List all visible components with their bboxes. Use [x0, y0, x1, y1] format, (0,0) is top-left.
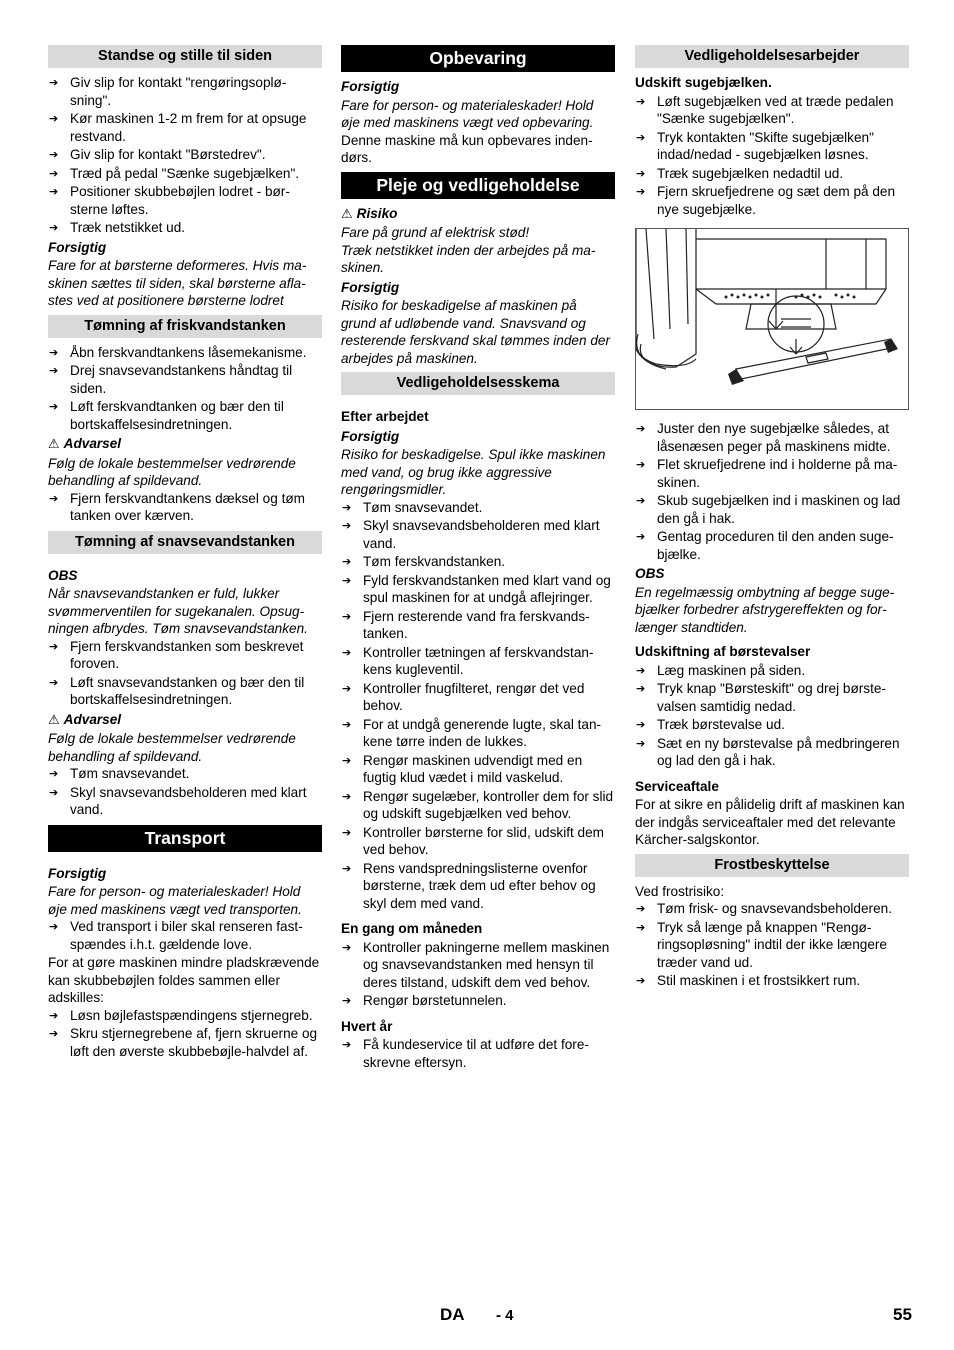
caution-text: Fare for at børsterne deformeres. Hvis maskinen sættes til siden, skal børsterne aflastes ved at positionere børsterne lodret [48, 258, 307, 308]
list-item: ➔ Giv slip for kontakt "Børstedrev". [48, 146, 322, 164]
warning-text-2: Følg de lokale bestemmelser vedrørende behandling af spildevand. [48, 731, 296, 764]
efter-list [341, 499, 615, 913]
section-heading-frost: Frostbeskyttelse [635, 854, 909, 877]
warning-text: Følg de lokale bestemmelser vedrørende behandling af spildevand. [48, 455, 296, 488]
section-heading-friskvand: Tømning af friskvandstanken [48, 315, 322, 338]
list-item: ➔ Drej snavsevandstankens håndtag til siden. [48, 362, 322, 397]
caution-label-2: Forsigtig [341, 279, 400, 295]
subheading-efter-arbejdet: Efter arbejdet [341, 409, 429, 424]
list-item: ➔ Tøm ferskvandstanken. [341, 553, 615, 571]
list-item: ➔ Tøm frisk- og snavsevandsbeholderen. [635, 900, 909, 918]
footer-section: - 4 [496, 1307, 514, 1324]
danger-label: ⚠ Risiko [341, 205, 398, 222]
section-heading-transport: Transport [48, 825, 322, 852]
subheading-udskift: Udskift sugebjælken. [635, 75, 772, 90]
frost-list [635, 900, 909, 990]
caution-label: Forsigtig [341, 79, 400, 94]
section-heading-arbejder: Vedligeholdelsesarbejder [635, 45, 909, 68]
subheading-aar: Hvert år [341, 1018, 393, 1034]
list-item: ➔ Sæt en ny børstevalse på medbringeren og lad den gå i hak. [635, 735, 909, 770]
list-item: ➔ Stil maskinen i et frostsikkert rum. [635, 972, 909, 990]
list-item: ➔ Fjern resterende vand fra ferskvandstanken. [341, 608, 615, 643]
transport-list-2 [48, 1007, 322, 1061]
section-heading-snavsevand: Tømning af snavsevandstanken [48, 531, 322, 554]
list-item: ➔ Kontroller tætningen af ferskvandstankens kugleventil. [341, 644, 615, 679]
note-label: OBS [48, 567, 78, 583]
danger-text-2: Træk netstikket inden der arbejdes på maskinen. [341, 242, 596, 275]
list-item: ➔ Tøm snavsevandet. [48, 765, 322, 783]
list-item: ➔ Træd på pedal "Sænke sugebjælken". [48, 165, 322, 183]
squeegee-illustration [635, 228, 909, 410]
list-item: ➔ Rens vandspredningslisterne ovenfor børsterne, træk dem ud efter behov og skyl dem med vand. [341, 860, 615, 913]
list-item: ➔ Skub sugebjælken ind i maskinen og lad den gå i hak. [635, 492, 909, 527]
warning-label: ⚠ Advarsel [48, 436, 122, 452]
list-item: ➔ Skyl snavsevandsbeholderen med klart vand. [341, 517, 615, 552]
service-text: For at sikre en pålidelig drift af maskinen kan der indgås serviceaftaler med det relevante Kärcher-salgskontor. [635, 797, 905, 847]
section-heading-standse: Standse og stille til siden [48, 45, 322, 68]
list-item: ➔ Løft snavsevandstanken og bær den til bortskaffelsesindretningen. [48, 674, 322, 709]
list-item: ➔ Fyld ferskvandstanken med klart vand og spul maskinen for at undgå aflejringer. [341, 572, 615, 607]
opbevaring-paragraph: Denne maskine må kun opbevares indendørs. [341, 132, 593, 165]
udskift-list-2 [635, 420, 909, 563]
advarsel2-list [48, 765, 322, 819]
list-item: ➔ Tøm snavsevandet. [341, 499, 615, 517]
subheading-service: Serviceaftale [635, 778, 719, 794]
list-item: ➔ Skyl snavsevandsbeholderen med klart vand. [48, 784, 322, 819]
squeegee-drawing [636, 229, 908, 409]
danger-text-1: Fare på grund af elektrisk stød! [341, 225, 530, 240]
list-item: ➔ Kontroller pakningerne mellem maskinen og snavsevandstanken med hensyn til deres tilstand, udskift dem ved behov. [341, 939, 615, 992]
list-item: ➔ Ved transport i biler skal renseren fastspændes i.h.t. gældende love. [48, 918, 322, 953]
list-item: ➔ Åbn ferskvandtankens låsemekanisme. [48, 344, 322, 362]
footer-language: DA [440, 1305, 465, 1324]
caution-label-2: Forsigtig [48, 865, 107, 881]
list-item: ➔ Rengør maskinen udvendigt med en fugtig klud vædet i mild vaskelud. [341, 752, 615, 787]
list-item: ➔ Fjern ferskvandstanken som beskrevet foroven. [48, 638, 322, 673]
list-item: ➔ Giv slip for kontakt "rengøringsopløsning". [48, 74, 322, 109]
list-item: ➔ Rengør sugelæber, kontroller dem for slid og udskift sugebjælken ved behov. [341, 788, 615, 823]
list-item: ➔ Gentag proceduren til den anden sugebjælke. [635, 528, 909, 563]
caution-text-2: Risiko for beskadigelse af maskinen på grund af udløbende vand. Snavsvand og resterende ferskvand skal tømmes inden der arbejdes på maskinen. [341, 298, 610, 366]
borste-list [635, 662, 909, 770]
maaned-list [341, 939, 615, 1010]
column-2 [341, 45, 615, 1072]
frost-intro: Ved frostrisiko: [635, 883, 725, 899]
subheading-borste: Udskiftning af børstevalser [635, 644, 811, 659]
list-item: ➔ Læg maskinen på siden. [635, 662, 909, 680]
section-heading-pleje: Pleje og vedligeholdelse [341, 172, 615, 199]
warning-triangle-icon: ⚠ [48, 712, 60, 728]
list-item: ➔ Løft ferskvandtanken og bær den til bortskaffelsesindretningen. [48, 398, 322, 433]
list-item: ➔ Tryk kontakten "Skifte sugebjælken" indad/nedad - sugebjælken løsnes. [635, 129, 909, 164]
list-item: ➔ Juster den nye sugebjælke således, at låsenæsen peger på maskinens midte. [635, 420, 909, 455]
caution-label-3: Forsigtig [341, 428, 400, 444]
list-item: ➔ Kontroller fnugfilteret, rengør det ved behov. [341, 680, 615, 715]
list-item: ➔ Flet skruefjedrene ind i holderne på maskinen. [635, 456, 909, 491]
list-item: ➔ Træk netstikket ud. [48, 219, 322, 237]
list-item: ➔ Løsn bøjlefastspændingens stjernegreb. [48, 1007, 322, 1025]
list-item: ➔ Træk sugebjælken nedadtil ud. [635, 165, 909, 183]
warning-triangle-icon: ⚠ [48, 437, 60, 452]
section-heading-opbevaring: Opbevaring [341, 45, 615, 72]
list-item: ➔ Løft sugebjælken ved at træde pedalen "Sænke sugebjælken". [635, 93, 909, 128]
list-item: ➔ Kør maskinen 1-2 m frem for at opsuge restvand. [48, 110, 322, 145]
list-item: ➔ Rengør børstetunnelen. [341, 992, 615, 1010]
transport-list-1 [48, 918, 322, 953]
note-text: Når snavsevandstanken er fuld, lukker svømmerventilen for sugekanalen. Opsugningen afbrydes. Tøm snavsevandstanken. [48, 586, 308, 636]
warning-label-2: ⚠ Advarsel [48, 711, 122, 728]
caution-text-2: Fare for person- og materialeskader! Hold øje med maskinens vægt ved transporten. [48, 884, 302, 917]
advarsel1-list [48, 490, 322, 525]
note-text: En regelmæssig ombytning af begge sugebjælker forbedrer afstrygereffekten og forlænger standtiden. [635, 584, 895, 635]
caution-text: Fare for person- og materialeskader! Hold øje med maskinens vægt ved opbevaring. [341, 97, 594, 130]
list-item: ➔ Kontroller børsterne for slid, udskift dem ved behov. [341, 824, 615, 859]
friskvand-list [48, 344, 322, 434]
note-label: OBS [635, 566, 665, 581]
warning-triangle-icon: ⚠ [341, 206, 353, 222]
footer-page-number: 55 [893, 1305, 912, 1324]
list-item: ➔ Fjern skruefjedrene og sæt dem på den nye sugebjælke. [635, 183, 909, 218]
caution-label: Forsigtig [48, 239, 107, 255]
standse-list [48, 74, 322, 237]
aar-list [341, 1036, 615, 1071]
section-heading-skema: Vedligeholdelsesskema [341, 372, 615, 395]
list-item: ➔ For at undgå generende lugte, skal tankene tørre inden de lukkes. [341, 716, 615, 751]
list-item: ➔ Skru stjernegrebene af, fjern skruerne og løft den øverste skubbebøjle-halvdel af. [48, 1025, 322, 1060]
list-item: ➔ Træk børstevalse ud. [635, 716, 909, 734]
list-item: ➔ Tryk knap "Børsteskift" og drej børstevalsen samtidig nedad. [635, 680, 909, 715]
column-1 [48, 45, 322, 1061]
list-item: ➔ Positioner skubbebøjlen lodret - børsterne løftes. [48, 183, 322, 218]
subheading-maaned: En gang om måneden [341, 921, 483, 936]
list-item: ➔ Få kundeservice til at udføre det foreskrevne eftersyn. [341, 1036, 615, 1071]
list-item: ➔ Tryk så længe på knappen "Rengøringsopløsning" indtil der ikke længere træder vand ud. [635, 919, 909, 972]
column-3 [635, 45, 909, 991]
transport-paragraph: For at gøre maskinen mindre pladskrævende kan skubbebøjlen foldes sammen eller adskilles: [48, 955, 320, 1005]
udskift-list [635, 93, 909, 219]
snavsevand-list [48, 638, 322, 709]
caution-text-3: Risiko for beskadigelse. Spul ikke maskinen med vand, og brug ikke aggressive rengøringsmidler. [341, 447, 606, 497]
list-item: ➔ Fjern ferskvandtankens dæksel og tøm tanken over kærven. [48, 490, 322, 525]
